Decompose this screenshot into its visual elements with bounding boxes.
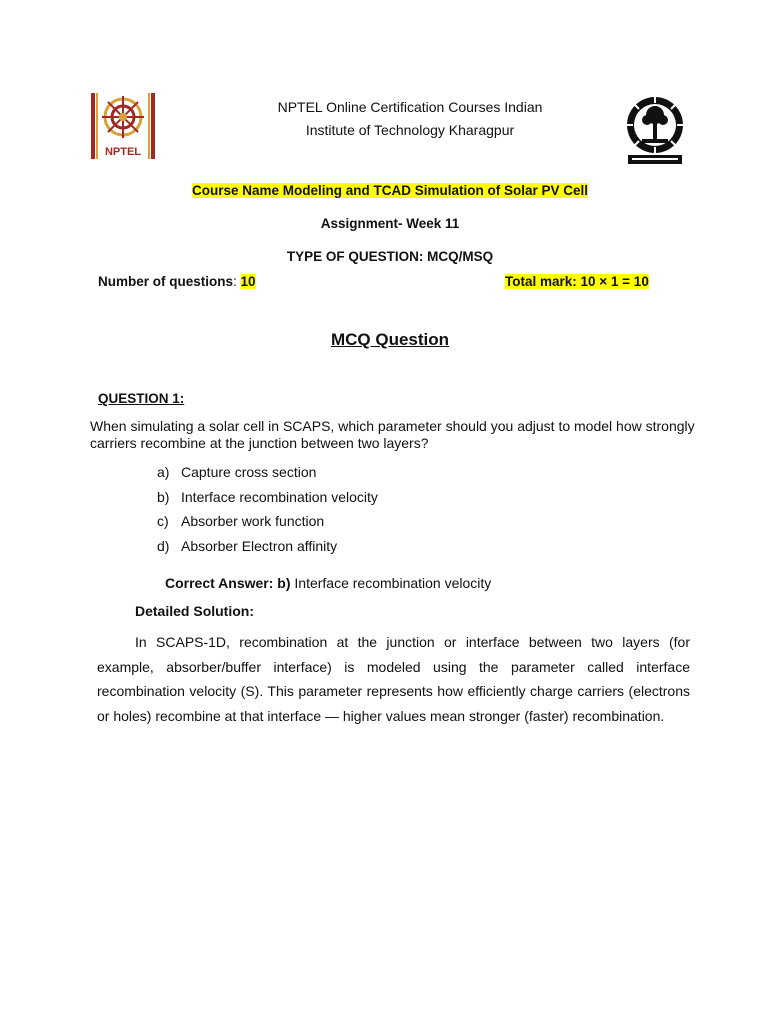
total-mark <box>505 274 649 289</box>
correct-answer <box>165 575 491 591</box>
number-of-questions-label: Number of questions <box>98 274 234 289</box>
nptel-logo-text: NPTEL <box>104 146 142 158</box>
nptel-logo <box>90 91 156 161</box>
question-text: When simulating a solar cell in SCAPS, which parameter should you adjust to model how strongly carriers recombine at the junction between two layers? <box>90 418 695 451</box>
course-name <box>0 183 768 198</box>
option-a <box>157 462 378 487</box>
option-letter: d) <box>157 537 170 554</box>
course-name-text: Course Name Modeling and TCAD Simulation of Solar PV Cell <box>191 183 589 198</box>
number-of-questions <box>98 274 256 289</box>
detailed-solution-text: In SCAPS-1D, recombination at the junction or interface between two layers (for example, absorber/buffer interface) is modeled using the parameter called interface recombination velocity (S). This parameter represents how efficiently charge carriers (electrons or holes) recombine at that interface — higher values mean stronger (faster) recombination. <box>97 634 690 724</box>
option-text: Interface recombination velocity <box>181 488 378 505</box>
question-label: QUESTION 1: <box>98 391 185 406</box>
option-text: Capture cross section <box>181 464 317 480</box>
correct-answer-label: Correct Answer: b) <box>165 575 291 591</box>
institute-line-1: NPTEL Online Certification Courses Indian <box>277 99 543 115</box>
assignment-week: Assignment- Week 11 <box>320 216 460 231</box>
option-c <box>157 511 378 536</box>
institute-line-2: Institute of Technology Kharagpur <box>305 122 515 138</box>
correct-answer-text: Interface recombination velocity <box>290 575 492 591</box>
total-mark-text: Total mark: 10 × 1 = 10 <box>505 274 649 289</box>
options-list <box>157 462 378 560</box>
option-letter: c) <box>157 513 169 529</box>
option-text: Absorber work function <box>181 513 325 529</box>
section-title: MCQ Question <box>330 330 450 349</box>
option-text: Absorber Electron affinity <box>181 537 338 554</box>
option-letter: a) <box>157 464 170 480</box>
number-of-questions-value: 10 <box>240 274 256 289</box>
option-letter: b) <box>157 488 170 505</box>
option-b <box>157 487 378 512</box>
detailed-solution-label: Detailed Solution: <box>135 603 254 619</box>
option-d <box>157 536 378 561</box>
iit-kgp-emblem <box>624 95 686 165</box>
number-of-questions-separator: : <box>233 274 241 289</box>
question-type: TYPE OF QUESTION: MCQ/MSQ <box>286 249 494 264</box>
